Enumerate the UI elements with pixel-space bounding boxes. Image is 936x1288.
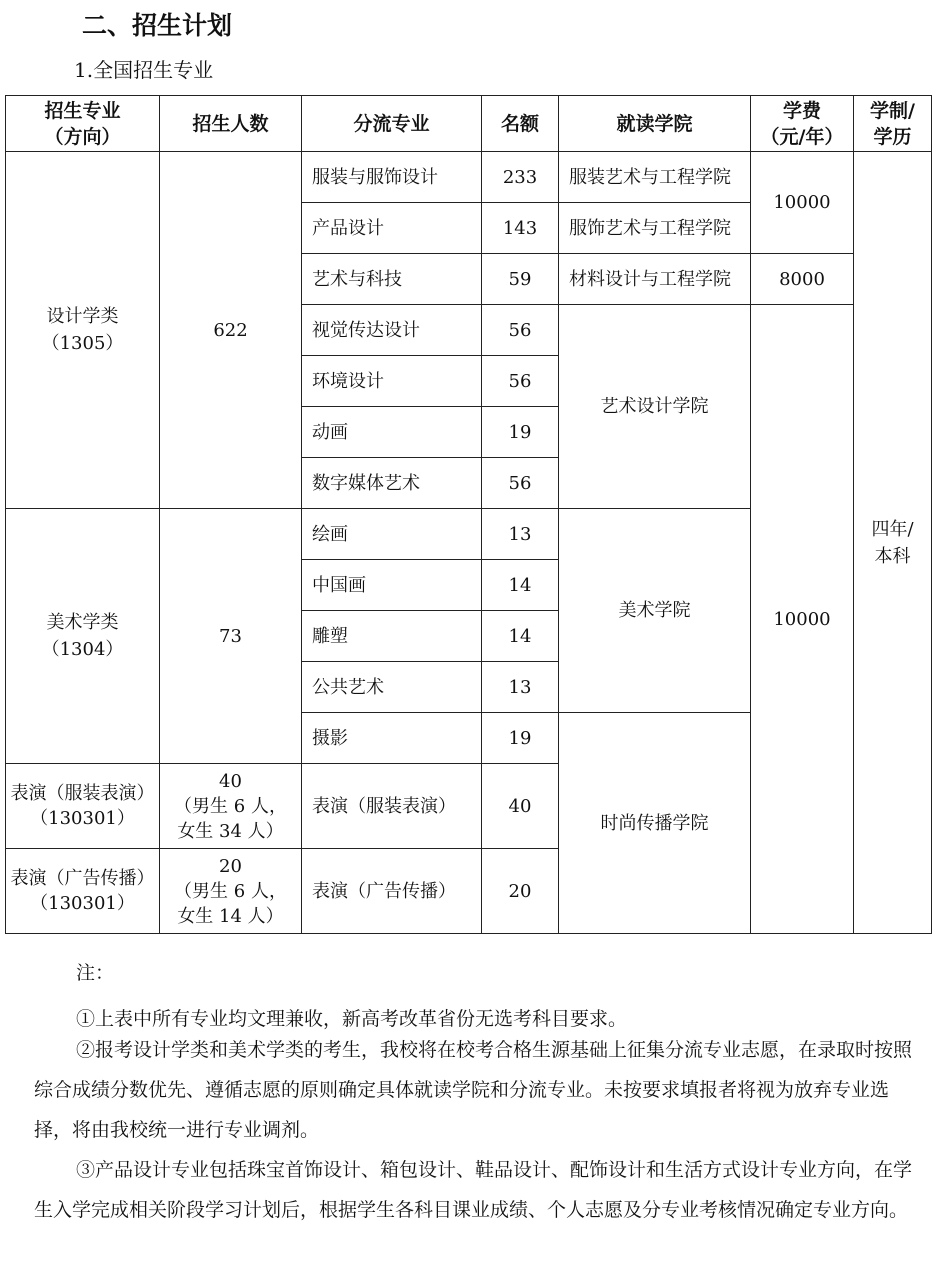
- college-cell: 服装艺术与工程学院: [559, 152, 751, 203]
- split-major-cell: 中国画: [302, 560, 482, 611]
- enroll-design: 622: [160, 152, 302, 509]
- major-fine-arts: 美术学类 （1304）: [6, 509, 160, 764]
- header-tuition: 学费 （元/年）: [751, 96, 854, 152]
- quota-cell: 143: [482, 203, 559, 254]
- table-header-row: [6, 96, 932, 152]
- split-major-cell: 动画: [302, 407, 482, 458]
- split-major-cell: 表演（服装表演）: [302, 764, 482, 849]
- quota-cell: 59: [482, 254, 559, 305]
- header-split-major: 分流专业: [302, 96, 482, 152]
- table-row: [6, 152, 932, 203]
- college-cell: 时尚传播学院: [559, 713, 751, 934]
- section-subtitle: 1.全国招生专业: [74, 58, 214, 82]
- split-major-cell: 服装与服饰设计: [302, 152, 482, 203]
- enroll-fine-arts: 73: [160, 509, 302, 764]
- quota-cell: 56: [482, 458, 559, 509]
- split-major-cell: 视觉传达设计: [302, 305, 482, 356]
- major-perf-ad: 表演（广告传播） （130301）: [6, 849, 160, 934]
- split-major-cell: 艺术与科技: [302, 254, 482, 305]
- split-major-cell: 产品设计: [302, 203, 482, 254]
- split-major-cell: 雕塑: [302, 611, 482, 662]
- header-quota: 名额: [482, 96, 559, 152]
- quota-cell: 19: [482, 407, 559, 458]
- tuition-cell: 10000: [751, 152, 854, 254]
- header-enroll-count: 招生人数: [160, 96, 302, 152]
- split-major-cell: 表演（广告传播）: [302, 849, 482, 934]
- note-1: ①上表中所有专业均文理兼收，新高考改革省份无选考科目要求。: [76, 1008, 628, 1030]
- note-3: ③产品设计专业包括珠宝首饰设计、箱包设计、鞋品设计、配饰设计和生活方式设计专业方向，在学生入学完成相关阶段学习计划后，根据学生各科目课业成绩、个人志愿及分专业考核情况确定专业方向。: [34, 1159, 913, 1221]
- split-major-cell: 环境设计: [302, 356, 482, 407]
- enroll-perf-fashion: 40 （男生 6 人， 女生 34 人）: [160, 764, 302, 849]
- quota-cell: 40: [482, 764, 559, 849]
- section-title: 二、招生计划: [82, 11, 233, 40]
- enrollment-plan-table: [5, 95, 932, 934]
- enroll-perf-ad: 20 （男生 6 人， 女生 14 人）: [160, 849, 302, 934]
- college-cell: 美术学院: [559, 509, 751, 713]
- split-major-cell: 数字媒体艺术: [302, 458, 482, 509]
- quota-cell: 20: [482, 849, 559, 934]
- quota-cell: 19: [482, 713, 559, 764]
- quota-cell: 13: [482, 509, 559, 560]
- header-college: 就读学院: [559, 96, 751, 152]
- tuition-cell: 10000: [751, 305, 854, 934]
- header-system: 学制/ 学历: [854, 96, 932, 152]
- major-perf-fashion: 表演（服装表演） （130301）: [6, 764, 160, 849]
- quota-cell: 56: [482, 305, 559, 356]
- quota-cell: 14: [482, 611, 559, 662]
- quota-cell: 56: [482, 356, 559, 407]
- college-cell: 艺术设计学院: [559, 305, 751, 509]
- notes-label: 注：: [76, 962, 115, 984]
- split-major-cell: 绘画: [302, 509, 482, 560]
- note-2: ②报考设计学类和美术学类的考生，我校将在校考合格生源基础上征集分流专业志愿，在录取时按照综合成绩分数优先、遵循志愿的原则确定具体就读学院和分流专业。未按要求填报者将视为放弃专业选择，将由我校统一进行专业调剂。: [34, 1039, 913, 1141]
- tuition-cell: 8000: [751, 254, 854, 305]
- quota-cell: 233: [482, 152, 559, 203]
- split-major-cell: 摄影: [302, 713, 482, 764]
- split-major-cell: 公共艺术: [302, 662, 482, 713]
- college-cell: 服饰艺术与工程学院: [559, 203, 751, 254]
- quota-cell: 13: [482, 662, 559, 713]
- quota-cell: 14: [482, 560, 559, 611]
- header-major: 招生专业 （方向）: [6, 96, 160, 152]
- major-design: 设计学类 （1305）: [6, 152, 160, 509]
- system-cell: 四年/ 本科: [854, 152, 932, 934]
- college-cell: 材料设计与工程学院: [559, 254, 751, 305]
